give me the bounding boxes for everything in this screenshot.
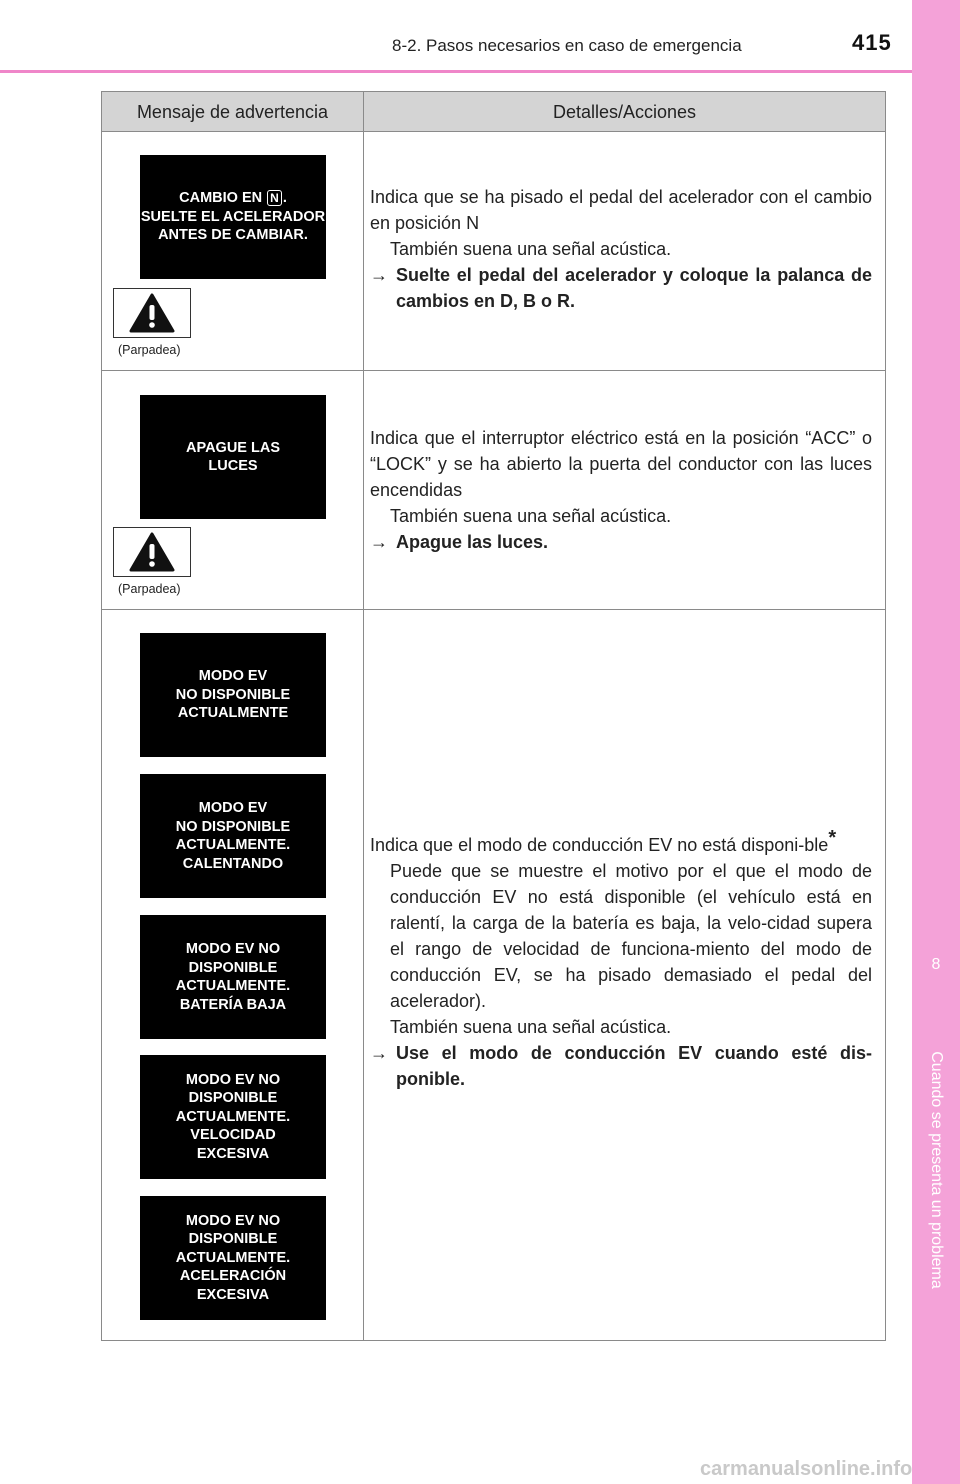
reason-note: Puede que se muestre el motivo por el que el modo de conducción EV no está disponible (el vehículo está en ralentí, la carga de la batería es baja, la velo-cidad supera el rango de velocidad de funciona-miento del modo de conducción EV, se ha pisado demasiado el pedal del acelerador).	[390, 861, 872, 1011]
header-rule	[0, 70, 960, 73]
display-message-ev-unavailable: MODO EV NO DISPONIBLE ACTUALMENTE	[140, 633, 326, 757]
action-instruction: → Apague las luces.	[370, 529, 872, 555]
warning-messages-table	[101, 91, 886, 1341]
icon-caption: (Parpadea)	[118, 343, 181, 357]
warning-triangle-icon	[113, 527, 191, 577]
chapter-title: Cuando se presenta un problema	[928, 1051, 945, 1289]
chapter-number: 8	[931, 956, 941, 973]
action-instruction: → Suelte el pedal del acelerador y coloque la palanca de cambios en D, B o R.	[370, 262, 872, 314]
row-description	[370, 425, 872, 555]
display-message-ev-warming: MODO EV NO DISPONIBLE ACTUALMENTE. CALENTANDO	[140, 774, 326, 898]
sound-note: También suena una señal acústica.	[390, 506, 672, 526]
section-title: 8-2. Pasos necesarios en caso de emergencia	[392, 36, 742, 55]
sound-note: También suena una señal acústica.	[390, 1017, 672, 1037]
column-header-message: Mensaje de advertencia	[136, 102, 329, 122]
display-message-turn-off-lights: APAGUE LAS LUCES	[140, 395, 326, 519]
description-text: Indica que el modo de conducción EV no está disponi-ble*	[370, 827, 837, 855]
warning-triangle-icon	[113, 288, 191, 338]
column-header-details: Detalles/Acciones	[552, 102, 697, 122]
arrow-icon: →	[370, 1043, 388, 1063]
sound-note: También suena una señal acústica.	[390, 239, 672, 259]
arrow-icon: →	[370, 265, 388, 285]
display-message-ev-excess-acceleration: MODO EV NO DISPONIBLE ACTUALMENTE. ACELERACIÓN EXCESIVA	[140, 1196, 326, 1320]
row-description	[370, 827, 872, 1092]
display-message-ev-low-battery: MODO EV NO DISPONIBLE ACTUALMENTE. BATERÍA BAJA	[140, 915, 326, 1039]
display-message-shift-in-n: CAMBIO EN N . SUELTE EL ACELERADOR ANTES DE CAMBIAR.	[140, 155, 326, 279]
n-position-icon: N	[267, 190, 282, 206]
row-divider	[102, 609, 885, 610]
description-text: Indica que el interruptor eléctrico está en la posición “ACC” o “LOCK” y se ha abierto la puerta del conductor con las luces encendidas	[370, 428, 872, 500]
row-description	[370, 184, 872, 314]
table-header	[102, 92, 885, 132]
column-divider	[363, 92, 364, 1340]
display-message-ev-excess-speed: MODO EV NO DISPONIBLE ACTUALMENTE. VELOCIDAD EXCESIVA	[140, 1055, 326, 1179]
page-number: 415	[852, 30, 892, 55]
row-divider	[102, 370, 885, 371]
arrow-icon: →	[370, 532, 388, 552]
description-text: Indica que se ha pisado el pedal del acelerador con el cambio en posición N	[370, 187, 872, 233]
footnote-mark: *	[828, 827, 837, 849]
action-instruction: → Use el modo de conducción EV cuando esté dis-ponible.	[370, 1040, 872, 1092]
icon-caption: (Parpadea)	[118, 582, 181, 596]
watermark: carmanualsonline.info	[700, 1458, 913, 1480]
